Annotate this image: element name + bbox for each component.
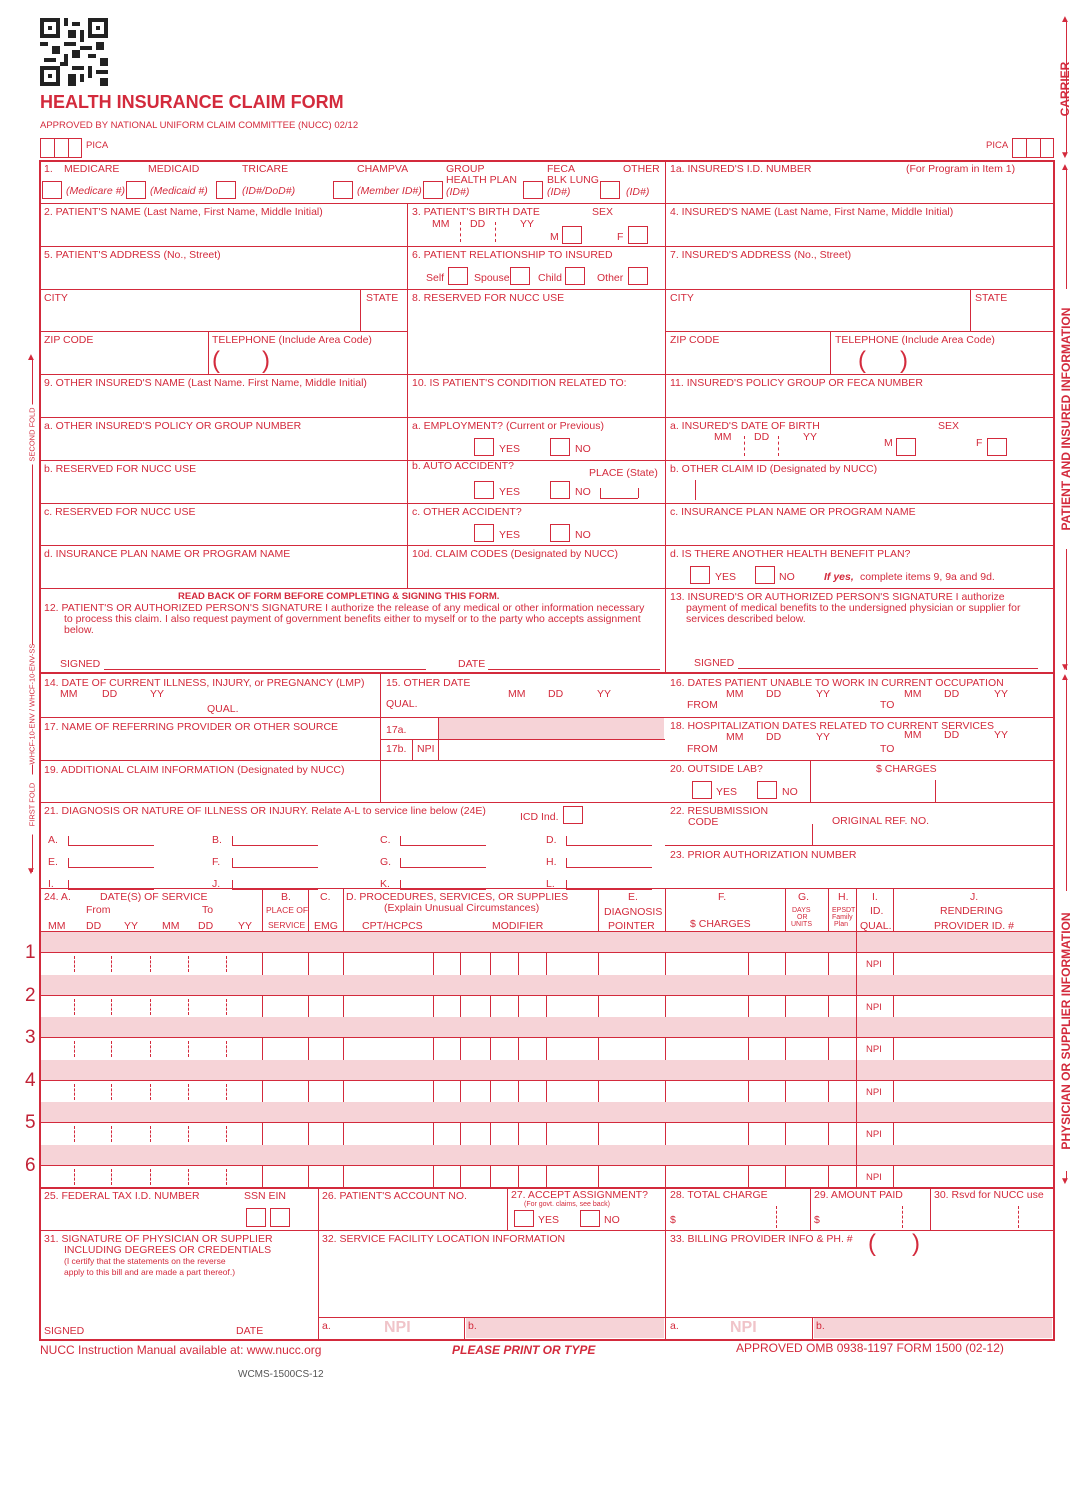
item16-label: 16. DATES PATIENT UNABLE TO WORK IN CURRENT OCCUPATION xyxy=(670,677,1004,689)
col24f-2: $ CHARGES xyxy=(690,918,751,930)
col-mm-2: MM xyxy=(162,920,180,932)
col24b-2: PLACE OF xyxy=(266,905,309,915)
diagnosis-letter: J. xyxy=(212,878,221,890)
side-carrier: CARRIER xyxy=(1058,61,1072,117)
item12-date: DATE xyxy=(458,658,486,670)
item14-label: 14. DATE OF CURRENT ILLNESS, INJURY, or PREGNANCY (LMP) xyxy=(44,677,365,689)
medicaid-label: MEDICAID xyxy=(148,163,200,175)
item11a-female-checkbox[interactable] xyxy=(987,438,1007,456)
second-fold: SECOND FOLD xyxy=(28,405,37,465)
item18-from-mm: MM xyxy=(726,731,744,743)
item14-yy: YY xyxy=(150,688,165,700)
item2-label: 2. PATIENT'S NAME (Last Name, First Name, Middle Initial) xyxy=(44,206,323,218)
col24a-from: From xyxy=(86,904,111,916)
first-fold: FIRST FOLD xyxy=(28,775,37,835)
item11a-dd: DD xyxy=(754,431,770,443)
item9a-label: a. OTHER INSURED'S POLICY OR GROUP NUMBER xyxy=(44,420,302,432)
item7-zip: ZIP CODE xyxy=(670,334,720,346)
service-line-shaded[interactable] xyxy=(41,975,1053,995)
medicare-label: MEDICARE xyxy=(64,163,120,175)
diagnosis-field[interactable] xyxy=(566,889,652,890)
item7-label: 7. INSURED'S ADDRESS (No., Street) xyxy=(670,249,852,261)
col-mm-1: MM xyxy=(48,920,66,932)
diagnosis-field[interactable] xyxy=(68,867,154,868)
col-yy-2: YY xyxy=(238,920,253,932)
item5-tel: TELEPHONE (Include Area Code) xyxy=(212,334,372,346)
item13-text-3: services described below. xyxy=(686,613,806,625)
tricare-label: TRICARE xyxy=(242,163,289,175)
item33a-npi: NPI xyxy=(730,1319,757,1336)
group-label: GROUP xyxy=(446,163,485,175)
item3-f: F xyxy=(617,231,624,243)
icd-indicator-box[interactable] xyxy=(563,806,583,824)
item5-city: CITY xyxy=(44,292,68,304)
diagnosis-letter: H. xyxy=(546,856,557,868)
medicare-id: (Medicare #) xyxy=(66,185,125,197)
service-line-number: 5 xyxy=(25,1112,36,1134)
item9c-label: c. RESERVED FOR NUCC USE xyxy=(44,506,196,518)
item32b: b. xyxy=(468,1320,477,1332)
item3-male-checkbox[interactable] xyxy=(562,226,582,244)
item25-ssn: SSN EIN xyxy=(244,1190,287,1202)
col24d-2: (Explain Unusual Circumstances) xyxy=(384,902,540,914)
service-line-shaded[interactable] xyxy=(41,932,1053,952)
medicaid-id: (Medicaid #) xyxy=(150,185,208,197)
item11b-label: b. OTHER CLAIM ID (Designated by NUCC) xyxy=(670,463,878,475)
item10c-label: c. OTHER ACCIDENT? xyxy=(412,506,522,518)
diagnosis-letter: E. xyxy=(48,856,58,868)
service-line-number: 6 xyxy=(25,1155,36,1176)
item31-signed: SIGNED xyxy=(44,1325,85,1337)
feca-label-2: BLK LUNG xyxy=(547,174,599,186)
item14-qual: QUAL. xyxy=(207,703,239,715)
item13-text-2: payment of medical benefits to the undersigned physician or supplier for xyxy=(686,602,1021,614)
diagnosis-letter: F. xyxy=(212,856,221,868)
item15-dd: DD xyxy=(548,688,564,700)
item15-yy: YY xyxy=(597,688,612,700)
diagnosis-letter: B. xyxy=(212,834,222,846)
item9-label: 9. OTHER INSURED'S NAME (Last Name. First Name, Middle Initial) xyxy=(44,377,367,389)
other-rel-label: Other xyxy=(597,272,624,284)
col24h-3: Family xyxy=(832,914,853,921)
item33-label: 33. BILLING PROVIDER INFO & PH. # xyxy=(670,1233,853,1245)
service-line-npi: NPI xyxy=(866,1172,882,1183)
item22-orig: ORIGINAL REF. NO. xyxy=(832,815,930,827)
group-checkbox[interactable] xyxy=(423,181,443,199)
item27-yes-checkbox[interactable] xyxy=(514,1210,534,1227)
service-line-number: 4 xyxy=(25,1069,36,1091)
item20-yes-checkbox[interactable] xyxy=(692,781,712,799)
item20-label: 20. OUTSIDE LAB? xyxy=(670,763,763,775)
service-line-npi: NPI xyxy=(866,1044,882,1056)
item26-label: 26. PATIENT'S ACCOUNT NO. xyxy=(322,1190,467,1202)
item27-note: (For govt. claims, see back) xyxy=(524,1201,610,1208)
item7-tel: TELEPHONE (Include Area Code) xyxy=(835,334,995,346)
diagnosis-letter: G. xyxy=(380,856,392,868)
ssn-checkbox[interactable] xyxy=(246,1208,266,1227)
col24g-2: DAYS xyxy=(792,907,811,914)
col24i-2: ID. xyxy=(870,905,884,917)
diagnosis-field[interactable] xyxy=(566,845,652,846)
spouse-checkbox[interactable] xyxy=(510,267,530,285)
item18-to-yy: YY xyxy=(994,729,1009,741)
group-id: (ID#) xyxy=(446,186,470,198)
item32-label: 32. SERVICE FACILITY LOCATION INFORMATION xyxy=(322,1233,566,1245)
item10a-yes: YES xyxy=(499,443,521,455)
col24h-4: Plan xyxy=(834,921,849,928)
diagnosis-field[interactable] xyxy=(400,889,486,890)
item31-text-3: (I certify that the statements on the reverse xyxy=(64,1256,226,1266)
diagnosis-field[interactable] xyxy=(400,867,486,868)
item30-label: 30. Rsvd for NUCC use xyxy=(934,1189,1044,1201)
item12-signed: SIGNED xyxy=(60,658,101,670)
item16-to-yy: YY xyxy=(994,688,1009,700)
item1a-note: (For Program in Item 1) xyxy=(906,163,1016,175)
champva-id: (Member ID#) xyxy=(357,185,422,197)
item31-text-4: apply to this bill and are made a part thereof.) xyxy=(64,1267,236,1277)
item11a-male-checkbox[interactable] xyxy=(896,438,916,456)
diagnosis-field[interactable] xyxy=(68,889,154,890)
item31-text-1: 31. SIGNATURE OF PHYSICIAN OR SUPPLIER xyxy=(44,1233,273,1245)
item10b-label: b. AUTO ACCIDENT? xyxy=(412,460,514,472)
item11d-no-checkbox[interactable] xyxy=(755,566,775,584)
item18-label: 18. HOSPITALIZATION DATES RELATED TO CURRENT SERVICES xyxy=(670,720,995,732)
tricare-id: (ID#/DoD#) xyxy=(242,185,296,197)
service-line-npi: NPI xyxy=(866,1001,882,1013)
item21-icd: ICD Ind. xyxy=(520,811,559,823)
item7-state: STATE xyxy=(975,292,1008,304)
item15-label: 15. OTHER DATE xyxy=(386,677,471,689)
self-checkbox[interactable] xyxy=(448,267,468,285)
feca-checkbox[interactable] xyxy=(523,181,543,199)
item25-label: 25. FEDERAL TAX I.D. NUMBER xyxy=(44,1190,200,1202)
item20-charges: $ CHARGES xyxy=(876,763,937,775)
col24g-4: UNITS xyxy=(791,921,812,928)
col24j: J. xyxy=(970,891,979,903)
diagnosis-field[interactable] xyxy=(68,845,154,846)
item3-female-checkbox[interactable] xyxy=(628,226,648,244)
item10a-yes-checkbox[interactable] xyxy=(474,438,494,456)
item18-to-mm: MM xyxy=(904,729,922,741)
diagnosis-letter: A. xyxy=(48,834,58,846)
item11a-yy: YY xyxy=(803,431,818,443)
item3-label: 3. PATIENT'S BIRTH DATE xyxy=(412,206,540,218)
item13-signed: SIGNED xyxy=(694,657,735,669)
col24a-dos: DATE(S) OF SERVICE xyxy=(100,891,208,903)
item10c-yes: YES xyxy=(499,529,521,541)
item11-label: 11. INSURED'S POLICY GROUP OR FECA NUMBER xyxy=(670,377,923,389)
col24i: I. xyxy=(872,891,878,903)
item17-label: 17. NAME OF REFERRING PROVIDER OR OTHER SOURCE xyxy=(44,721,339,733)
item1-label: 1. xyxy=(44,163,53,175)
item13-text-1: 13. INSURED'S OR AUTHORIZED PERSON'S SIGNATURE I authorize xyxy=(670,591,1005,603)
item33a: a. xyxy=(670,1320,679,1332)
item4-label: 4. INSURED'S NAME (Last Name, First Name, Middle Initial) xyxy=(670,206,954,218)
other-checkbox[interactable] xyxy=(600,181,620,199)
item10a-label: a. EMPLOYMENT? (Current or Previous) xyxy=(412,420,604,432)
feca-id: (ID#) xyxy=(547,186,571,198)
item10c-no-checkbox[interactable] xyxy=(550,524,570,542)
item31-date: DATE xyxy=(236,1325,264,1337)
item11d-ifyes: If yes, xyxy=(824,571,854,583)
item27-no: NO xyxy=(604,1214,620,1226)
item12-text-1: 12. PATIENT'S OR AUTHORIZED PERSON'S SIGNATURE I authorize the release of any medical or other information necessary xyxy=(44,602,645,614)
tricare-checkbox[interactable] xyxy=(216,181,236,199)
item14-mm: MM xyxy=(60,688,78,700)
item17a-label: 17a. xyxy=(386,724,407,736)
item10b-yes-checkbox[interactable] xyxy=(474,481,494,499)
item5-label: 5. PATIENT'S ADDRESS (No., Street) xyxy=(44,249,221,261)
item10b-place: PLACE (State) xyxy=(589,467,658,479)
item11a-label: a. INSURED'S DATE OF BIRTH xyxy=(670,420,820,432)
item10c-yes-checkbox[interactable] xyxy=(474,524,494,542)
item10a-no: NO xyxy=(575,443,591,455)
footer-nucc: NUCC Instruction Manual available at: www.nucc.org xyxy=(40,1343,322,1357)
diagnosis-letter: I. xyxy=(48,878,54,890)
service-line-shaded[interactable] xyxy=(41,1102,1053,1122)
col24i-3: QUAL. xyxy=(860,920,892,932)
diagnosis-letter: D. xyxy=(546,834,557,846)
env-code: WHCF-10-ENV / WHCF-10-ENV-SS xyxy=(27,643,37,765)
item10c-no: NO xyxy=(575,529,591,541)
item3-sex: SEX xyxy=(592,206,614,218)
side-physician-supplier: PHYSICIAN OR SUPPLIER INFORMATION xyxy=(1059,891,1073,1171)
item27-label: 27. ACCEPT ASSIGNMENT? xyxy=(511,1189,648,1201)
service-line-npi: NPI xyxy=(866,959,882,970)
diagnosis-field[interactable] xyxy=(232,867,318,868)
item16-from-dd: DD xyxy=(766,688,782,700)
medicare-checkbox[interactable] xyxy=(42,181,62,199)
item10d-label: 10d. CLAIM CODES (Designated by NUCC) xyxy=(412,548,618,560)
item6-label: 6. PATIENT RELATIONSHIP TO INSURED xyxy=(412,249,613,261)
pica-left-box[interactable] xyxy=(40,138,82,158)
col24a-to: To xyxy=(202,904,214,916)
other-id: (ID#) xyxy=(626,186,650,198)
footer-print: PLEASE PRINT OR TYPE xyxy=(452,1343,596,1357)
item17b-npi: NPI xyxy=(417,743,435,755)
diagnosis-letter: C. xyxy=(380,834,391,846)
item9d-label: d. INSURANCE PLAN NAME OR PROGRAM NAME xyxy=(44,548,291,560)
item14-dd: DD xyxy=(102,688,118,700)
item27-no-checkbox[interactable] xyxy=(580,1210,600,1227)
item12-text-3: below. xyxy=(64,624,94,636)
item18-from-yy: YY xyxy=(816,731,831,743)
item11a-mm: MM xyxy=(714,431,732,443)
item22-code: CODE xyxy=(688,816,719,828)
col24b-3: SERVICE xyxy=(268,920,306,930)
item3-yy: YY xyxy=(520,218,535,230)
item16-to: TO xyxy=(880,699,895,711)
diagnosis-field[interactable] xyxy=(400,845,486,846)
col-dd-2: DD xyxy=(198,920,214,932)
item16-from: FROM xyxy=(687,699,718,711)
item11d-no: NO xyxy=(779,571,795,583)
item21-label: 21. DIAGNOSIS OR NATURE OF ILLNESS OR INJURY. Relate A-L to service line below (24E) xyxy=(44,805,486,817)
item32a: a. xyxy=(322,1320,331,1332)
item20-yes: YES xyxy=(716,786,738,798)
service-line-npi: NPI xyxy=(866,1086,882,1098)
ein-checkbox[interactable] xyxy=(270,1208,290,1227)
diagnosis-letter: K. xyxy=(380,878,390,890)
diagnosis-field[interactable] xyxy=(232,845,318,846)
item10b-no-checkbox[interactable] xyxy=(550,481,570,499)
pica-right-box[interactable] xyxy=(1012,138,1054,158)
item16-from-yy: YY xyxy=(816,688,831,700)
item15-qual: QUAL. xyxy=(386,698,418,710)
self-label: Self xyxy=(426,272,445,284)
col24e-2: DIAGNOSIS xyxy=(604,906,663,918)
col24d-modifier: MODIFIER xyxy=(492,920,544,932)
col24c-2: EMG xyxy=(314,920,338,932)
read-back-notice: READ BACK OF FORM BEFORE COMPLETING & SIGNING THIS FORM. xyxy=(178,591,500,602)
item15-mm: MM xyxy=(508,688,526,700)
item12-text-2: to process this claim. I also request payment of government benefits either to myself or to the party who accepts assignment xyxy=(64,613,641,625)
item10b-no: NO xyxy=(575,486,591,498)
col24g: G. xyxy=(798,891,810,903)
item3-mm: MM xyxy=(432,218,450,230)
item18-to: TO xyxy=(880,743,895,755)
item11d-label: d. IS THERE ANOTHER HEALTH BENEFIT PLAN? xyxy=(670,548,911,560)
col24e-3: POINTER xyxy=(608,920,655,932)
item29-label: 29. AMOUNT PAID xyxy=(814,1189,903,1201)
item20-no: NO xyxy=(782,786,798,798)
col24f: F. xyxy=(718,891,727,903)
col24b: B. xyxy=(281,891,291,903)
champva-checkbox[interactable] xyxy=(333,181,353,199)
col24j-3: PROVIDER ID. # xyxy=(934,920,1014,932)
col-dd-1: DD xyxy=(86,920,102,932)
col24g-3: OR xyxy=(797,914,808,921)
pica-right-label: PICA xyxy=(986,140,1009,151)
item11a-f: F xyxy=(976,437,983,449)
item16-to-dd: DD xyxy=(944,688,960,700)
footer-omb: APPROVED OMB 0938-1197 FORM 1500 (02-12) xyxy=(736,1341,1004,1355)
item19-label: 19. ADDITIONAL CLAIM INFORMATION (Designated by NUCC) xyxy=(44,764,345,776)
item5-zip: ZIP CODE xyxy=(44,334,94,346)
item28-dollar: $ xyxy=(670,1214,676,1226)
service-line-shaded[interactable] xyxy=(41,1145,1053,1165)
child-checkbox[interactable] xyxy=(565,267,585,285)
other-rel-checkbox[interactable] xyxy=(628,267,648,285)
service-line-shaded[interactable] xyxy=(41,1060,1053,1080)
item10a-no-checkbox[interactable] xyxy=(550,438,570,456)
item18-from: FROM xyxy=(687,743,718,755)
item11a-sex: SEX xyxy=(938,420,960,432)
item28-label: 28. TOTAL CHARGE xyxy=(670,1189,768,1201)
item3-m: M xyxy=(550,231,559,243)
medicaid-checkbox[interactable] xyxy=(126,181,146,199)
service-line-number: 2 xyxy=(25,984,36,1006)
item23-label: 23. PRIOR AUTHORIZATION NUMBER xyxy=(670,849,857,861)
item11d-ifyes-text: complete items 9, 9a and 9d. xyxy=(860,571,995,583)
col24h: H. xyxy=(838,891,849,903)
item18-to-dd: DD xyxy=(944,729,960,741)
diagnosis-field[interactable] xyxy=(566,867,652,868)
item33b: b. xyxy=(816,1320,825,1332)
diagnosis-letter: L. xyxy=(546,878,555,890)
pica-left-label: PICA xyxy=(86,140,109,151)
item8-label: 8. RESERVED FOR NUCC USE xyxy=(412,292,565,304)
col24c: C. xyxy=(320,891,331,903)
feca-label: FECA xyxy=(547,163,576,175)
item31-text-2: INCLUDING DEGREES OR CREDENTIALS xyxy=(64,1244,272,1256)
item29-dollar: $ xyxy=(814,1214,820,1226)
item5-state: STATE xyxy=(366,292,399,304)
col24d-cpt: CPT/HCPCS xyxy=(362,920,423,932)
item20-no-checkbox[interactable] xyxy=(757,781,777,799)
service-line-number: 3 xyxy=(25,1027,36,1049)
item32a-npi: NPI xyxy=(384,1319,411,1336)
item16-from-mm: MM xyxy=(726,688,744,700)
service-line-shaded[interactable] xyxy=(41,1017,1053,1037)
approval-line: APPROVED BY NATIONAL UNIFORM CLAIM COMMITTEE (NUCC) 02/12 xyxy=(40,120,359,131)
item11c-label: c. INSURANCE PLAN NAME OR PROGRAM NAME xyxy=(670,506,916,518)
service-line-number: 1 xyxy=(25,942,36,963)
item11d-yes: YES xyxy=(715,571,737,583)
col24h-2: EPSDT xyxy=(832,907,856,914)
other-label: OTHER xyxy=(623,163,660,175)
spouse-label: Spouse xyxy=(474,272,510,284)
diagnosis-field[interactable] xyxy=(232,889,318,890)
footer-code: WCMS-1500CS-12 xyxy=(238,1369,324,1380)
item3-dd: DD xyxy=(470,218,486,230)
col24d: D. PROCEDURES, SERVICES, OR SUPPLIES xyxy=(346,891,569,903)
item10b-yes: YES xyxy=(499,486,521,498)
qr-code xyxy=(40,18,108,86)
service-line-npi: NPI xyxy=(866,1129,882,1141)
child-label: Child xyxy=(538,272,562,284)
item22-label: 22. RESUBMISSION xyxy=(670,805,769,817)
group-label-2: HEALTH PLAN xyxy=(446,174,517,186)
item11d-yes-checkbox[interactable] xyxy=(690,566,710,584)
item27-yes: YES xyxy=(538,1214,560,1226)
col-yy-1: YY xyxy=(124,920,139,932)
side-patient-insured: PATIENT AND INSURED INFORMATION xyxy=(1059,289,1073,549)
col24j-2: RENDERING xyxy=(940,905,1004,917)
item16-to-mm: MM xyxy=(904,688,922,700)
item10-label: 10. IS PATIENT'S CONDITION RELATED TO: xyxy=(412,377,627,389)
item11a-m: M xyxy=(884,437,893,449)
item17b-label: 17b. xyxy=(386,743,407,755)
item18-from-dd: DD xyxy=(766,731,782,743)
col24a: 24. A. xyxy=(44,891,71,903)
item1a-label: 1a. INSURED'S I.D. NUMBER xyxy=(670,163,812,175)
champva-label: CHAMPVA xyxy=(357,163,409,175)
item7-city: CITY xyxy=(670,292,694,304)
form-title: HEALTH INSURANCE CLAIM FORM xyxy=(40,92,344,112)
item9b-label: b. RESERVED FOR NUCC USE xyxy=(44,463,197,475)
col24e: E. xyxy=(628,891,638,903)
